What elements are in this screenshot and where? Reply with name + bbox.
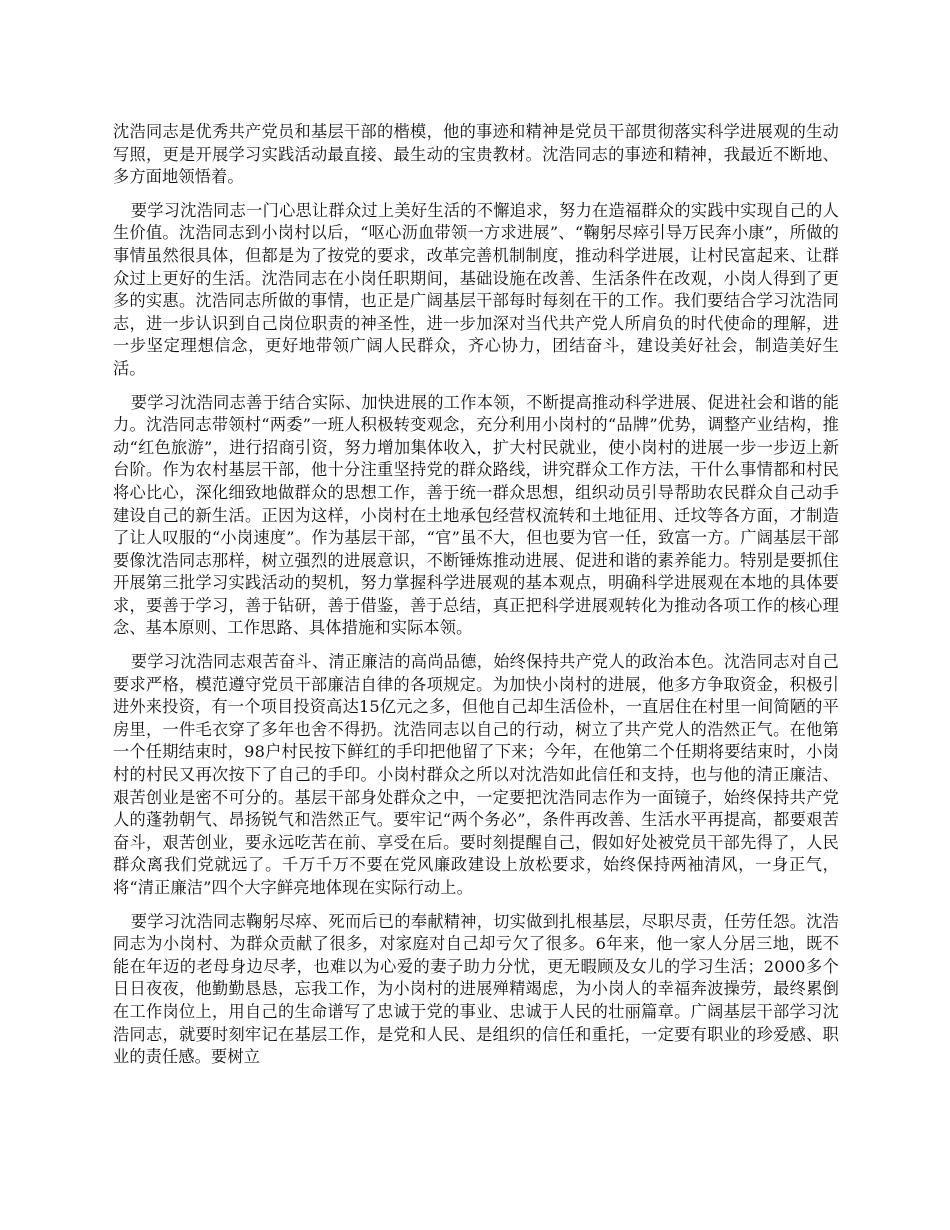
document-body (113, 121, 839, 1080)
paragraph-ability: 要学习沈浩同志善于结合实际、加快进展的工作本领，不断提高推动科学进展、促进社会和谐的能力。沈浩同志带领村“两委”一班人积极转变观念，充分利用小岗村的“品牌”优势，调整产业结构，推动“红色旅游”，进行招商引资，努力增加集体收入，扩大村民就业，使小岗村的进展一步一步迈上新台阶。作为农村基层干部，他十分注重坚持党的群众路线，讲究群众工作方法，干什么事情都和村民将心比心，深化细致地做群众的思想工作，善于统一群众思想，组织动员引导帮助农民群众自己动手建设自己的新生活。正因为这样，小岗村在土地承包经营权流转和土地征用、迁坟等各方面，才制造了让人叹服的“小岗速度”。作为基层干部，“官”虽不大，但也要为官一任，致富一方。广阔基层干部要像沈浩同志那样，树立强烈的进展意识，不断锤炼推动进展、促进和谐的素养能力。特别是要抓住开展第三批学习实践活动的契机，努力掌握科学进展观的基本观点，明确科学进展观在本地的具体要求，要善于学习，善于钻研，善于借鉴，善于总结，真正把科学进展观转化为推动各项工作的核心理念、基本原则、工作思路、具体措施和实际本领。 (113, 392, 839, 638)
paragraph-pursuit: 要学习沈浩同志一门心思让群众过上美好生活的不懈追求，努力在造福群众的实践中实现自己的人生价值。沈浩同志到小岗村以后，“呕心沥血带领一方求进展”、“鞠躬尽瘁引导万民奔小康”，所做的事情虽然很具体，但都是为了按党的要求，改革完善机制制度，推动科学进展，让村民富起来、让群众过上更好的生活。沈浩同志在小岗任职期间，基础设施在改善、生活条件在改观，小岗人得到了更多的实惠。沈浩同志所做的事情，也正是广阔基层干部每时每刻在干的工作。我们要结合学习沈浩同志，进一步认识到自己岗位职责的神圣性，进一步加深对当代共产党人所肩负的时代使命的理解，进一步坚定理想信念，更好地带领广阔人民群众，齐心协力，团结奋斗，建设美好社会，制造美好生活。 (113, 200, 839, 378)
paragraph-integrity: 要学习沈浩同志艰苦奋斗、清正廉洁的高尚品德，始终保持共产党人的政治本色。沈浩同志对自己要求严格，模范遵守党员干部廉洁自律的各项规定。为加快小岗村的进展，他多方争取资金，积极引进外来投资，有一个项目投资高达15亿元之多，但他自己却生活俭朴，一直居住在村里一间简陋的平房里，一件毛衣穿了多年也舍不得扔。沈浩同志以自己的行动，树立了共产党人的浩然正气。在他第一个任期结束时，98户村民按下鲜红的手印把他留了下来；今年，在他第二个任期将要结束时，小岗村的村民又再次按下了自己的手印。小岗村群众之所以对沈浩如此信任和支持，也与他的清正廉洁、艰苦创业是密不可分的。基层干部身处群众之中，一定要把沈浩同志作为一面镜子，始终保持共产党人的蓬勃朝气、昂扬锐气和浩然正气。要牢记“两个务必”，条件再改善、生活水平再提高，都要艰苦奋斗，艰苦创业，要永远吃苦在前、享受在后。要时刻提醒自己，假如好处被党员干部先得了，人民群众离我们党就远了。千万千万不要在党风廉政建设上放松要求，始终保持两袖清风，一身正气，将“清正廉洁”四个大字鲜亮地体现在实际行动上。 (113, 652, 839, 897)
paragraph-intro: 沈浩同志是优秀共产党员和基层干部的楷模，他的事迹和精神是党员干部贯彻落实科学进展观的生动写照，更是开展学习实践活动最直接、最生动的宝贵教材。沈浩同志的事迹和精神，我最近不断地、多方面地领悟着。 (113, 122, 839, 187)
paragraph-dedication: 要学习沈浩同志鞠躬尽瘁、死而后已的奉献精神，切实做到扎根基层，尽职尽责，任劳任怨。沈浩同志为小岗村、为群众贡献了很多，对家庭对自己却亏欠了很多。6年来，他一家人分居三地，既不能在年迈的老母身边尽孝，也难以为心爱的妻子助力分忧，更无暇顾及女儿的学习生活；2000多个日日夜夜，他勤勤恳恳，忘我工作，为小岗村的进展殚精竭虑，为小岗人的幸福奔波操劳，最终累倒在工作岗位上，用自己的生命谱写了忠诚于党的事业、忠诚于人民的壮丽篇章。广阔基层干部学习沈浩同志，就要时刻牢记在基层工作，是党和人民、是组织的信任和重托，一定要有职业的珍爱感、职业的责任感。要树立 (113, 911, 839, 1067)
